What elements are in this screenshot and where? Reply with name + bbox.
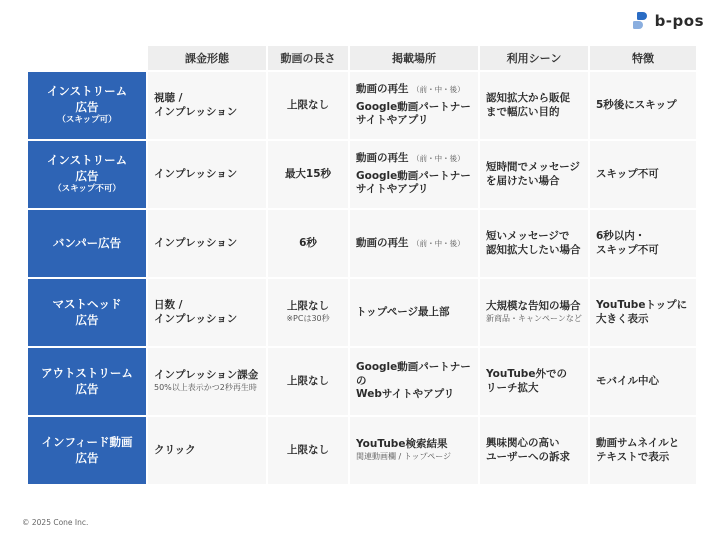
row-type-cell: [28, 348, 146, 415]
placement-note: （前・中・後）: [412, 85, 465, 95]
scene-text: 大規模な告知の場合: [486, 300, 581, 313]
length-text: 上限なし: [287, 443, 329, 456]
table-row: [28, 279, 696, 346]
scene-cell: [480, 210, 588, 277]
header-length: 動画の長さ: [268, 46, 348, 70]
placement-title-line: [356, 237, 409, 249]
table-header-row: [28, 46, 696, 70]
placement-title: Webサイトやアプリ: [356, 388, 455, 401]
feature-cell: [590, 141, 696, 208]
copyright-footer: © 2025 Cone Inc.: [22, 518, 89, 527]
ad-type-sub: （スキップ可）: [57, 115, 117, 126]
row-type-cell: [28, 210, 146, 277]
billing-text: 視聴 /: [154, 91, 183, 104]
ad-type-label: 広告: [75, 381, 99, 396]
feature-text: モバイル中心: [596, 374, 659, 387]
placement-cell: [350, 141, 478, 208]
billing-cell: [148, 72, 266, 139]
feature-text: YouTubeトップに: [596, 298, 688, 311]
feature-text: スキップ不可: [596, 243, 659, 256]
table-row: [28, 210, 696, 277]
table-row: [28, 348, 696, 415]
billing-note: 50%以上表示かつ2秒再生時: [154, 383, 257, 393]
placement-title: YouTube検索結果: [356, 438, 448, 451]
row-type-cell: [28, 417, 146, 484]
billing-text: インプレッション: [154, 236, 238, 249]
scene-text: ユーザーへの訴求: [486, 450, 570, 463]
placement-title: 動画の再生: [356, 236, 409, 249]
header-scene: 利用シーン: [480, 46, 588, 70]
scene-text: リーチ拡大: [486, 381, 539, 394]
feature-cell: [590, 417, 696, 484]
feature-text: 6秒以内・: [596, 229, 646, 242]
billing-cell: [148, 141, 266, 208]
placement-cell: [350, 210, 478, 277]
table-row: [28, 141, 696, 208]
ad-type-label: 広告: [75, 99, 99, 114]
ad-type-sub: （スキップ不可）: [53, 184, 121, 195]
scene-text: 認知拡大したい場合: [486, 243, 581, 256]
ad-type-label: 広告: [75, 168, 99, 183]
placement-note: （前・中・後）: [412, 154, 465, 164]
placement-title: Google動画パートナーの: [356, 361, 471, 387]
placement-title-line: [356, 152, 409, 164]
placement-note: （前・中・後）: [412, 238, 465, 248]
length-cell: [268, 210, 348, 277]
billing-text: クリック: [154, 443, 196, 456]
ad-type-label: アウトストリーム: [41, 365, 133, 380]
row-type-cell: [28, 141, 146, 208]
placement-title-line: [356, 306, 450, 318]
billing-text: インプレッション: [154, 105, 238, 118]
brand-logo: [633, 12, 704, 30]
feature-text: 動画サムネイルと: [596, 436, 680, 449]
scene-text: を届けたい場合: [486, 174, 560, 187]
length-cell: [268, 417, 348, 484]
scene-text: 短時間でメッセージ: [486, 160, 580, 173]
billing-text: インプレッション: [154, 167, 238, 180]
ad-type-label: 広告: [75, 312, 99, 327]
billing-text: 日数 /: [154, 298, 183, 311]
scene-text: 短いメッセージで: [486, 229, 570, 242]
placement-title: トップページ最上部: [356, 305, 450, 318]
table-row: [28, 72, 696, 139]
length-text: 6秒: [299, 236, 317, 249]
logo-text: b-pos: [654, 12, 704, 30]
placement-cell: [350, 72, 478, 139]
placement-title-line: [356, 438, 447, 450]
scene-cell: [480, 279, 588, 346]
header-feature: 特徴: [590, 46, 696, 70]
placement-extra: Google動画パートナー: [356, 169, 471, 182]
scene-text: 認知拡大から販促: [486, 91, 570, 104]
length-text: 上限なし: [287, 374, 329, 387]
row-type-cell: [28, 279, 146, 346]
placement-title-line: [356, 83, 409, 95]
feature-text: テキストで表示: [596, 450, 670, 463]
placement-extra: サイトやアプリ: [356, 114, 429, 127]
ad-type-label: バンパー広告: [52, 235, 122, 250]
scene-text: YouTube外での: [486, 367, 567, 380]
length-cell: [268, 141, 348, 208]
length-note: ※PCは30秒: [286, 314, 330, 324]
scene-cell: [480, 141, 588, 208]
length-cell: [268, 348, 348, 415]
header-corner: [28, 46, 146, 70]
placement-title: 動画の再生: [356, 152, 409, 165]
ad-type-label: インストリーム: [46, 153, 128, 168]
placement-extra: Google動画パートナー: [356, 100, 471, 113]
logo-icon: [633, 12, 649, 30]
ad-type-label: インフィード動画: [41, 434, 133, 449]
ad-type-label: 広告: [75, 450, 99, 465]
length-text: 上限なし: [287, 300, 329, 313]
header-placement: 掲載場所: [350, 46, 478, 70]
placement-cell: [350, 279, 478, 346]
placement-cell: [350, 348, 478, 415]
feature-text: 大きく表示: [596, 312, 649, 325]
header-billing: 課金形態: [148, 46, 266, 70]
billing-cell: [148, 417, 266, 484]
feature-cell: [590, 348, 696, 415]
feature-cell: [590, 72, 696, 139]
ad-format-table: [26, 44, 698, 486]
scene-cell: [480, 72, 588, 139]
placement-title-line: [356, 361, 471, 400]
scene-cell: [480, 348, 588, 415]
table-row: [28, 417, 696, 484]
scene-note: 新商品・キャンペーンなど: [486, 314, 582, 324]
feature-cell: [590, 210, 696, 277]
placement-title: 動画の再生: [356, 83, 409, 96]
feature-cell: [590, 279, 696, 346]
placement-note: 関連動画欄 / トップページ: [356, 452, 452, 462]
length-text: 最大15秒: [284, 167, 332, 180]
scene-text: 興味関心の高い: [486, 436, 560, 449]
length-cell: [268, 279, 348, 346]
billing-text: インプレッション: [154, 312, 238, 325]
placement-cell: [350, 417, 478, 484]
length-text: 上限なし: [287, 98, 329, 111]
billing-cell: [148, 210, 266, 277]
ad-type-label: マストヘッド: [52, 296, 122, 311]
length-cell: [268, 72, 348, 139]
placement-extra: サイトやアプリ: [356, 183, 429, 196]
ad-type-label: インストリーム: [46, 84, 128, 99]
feature-text: 5秒後にスキップ: [596, 98, 677, 111]
billing-cell: [148, 348, 266, 415]
scene-cell: [480, 417, 588, 484]
billing-cell: [148, 279, 266, 346]
billing-text: インプレッション課金: [154, 369, 259, 382]
row-type-cell: [28, 72, 146, 139]
scene-text: まで幅広い目的: [486, 105, 560, 118]
feature-text: スキップ不可: [596, 167, 659, 180]
